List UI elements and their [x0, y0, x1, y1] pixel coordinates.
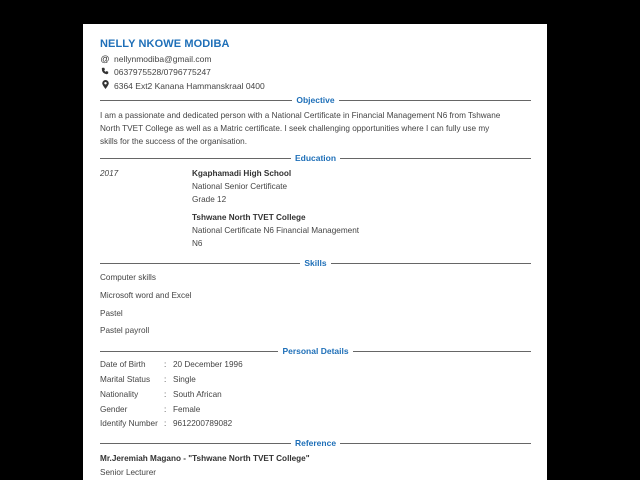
reference-title: Reference	[294, 438, 337, 448]
email-row	[100, 54, 211, 64]
detail-separator: :	[164, 375, 167, 384]
objective-line: skills for the success of the organisation.	[100, 137, 247, 146]
school-name: Kgaphamadi High School	[192, 169, 292, 178]
qualification: National Senior Certificate	[192, 182, 288, 191]
divider	[340, 158, 531, 159]
divider	[100, 100, 292, 101]
skill-item: Computer skills	[100, 273, 156, 282]
education-heading	[100, 153, 531, 163]
detail-value: South African	[173, 390, 222, 399]
skill-item: Pastel	[100, 309, 123, 318]
reference-position: Senior Lecturer	[100, 468, 156, 477]
divider	[339, 100, 531, 101]
address-row	[100, 80, 265, 91]
location-pin-icon	[100, 80, 110, 91]
detail-separator: :	[164, 419, 167, 428]
phone-row	[100, 67, 211, 77]
objective-line: I am a passionate and dedicated person with a National Certificate in Financial Management N6 from Tshwane	[100, 111, 501, 120]
address-text: 6364 Ext2 Kanana Hammanskraal 0400	[114, 80, 265, 91]
education-year: 2017	[100, 169, 119, 178]
detail-value: Female	[173, 405, 201, 414]
personal-title: Personal Details	[282, 346, 349, 356]
education-title: Education	[294, 153, 337, 163]
qualification-level: Grade 12	[192, 195, 227, 204]
detail-label: Date of Birth	[100, 360, 146, 369]
detail-label: Marital Status	[100, 375, 151, 384]
detail-separator: :	[164, 405, 167, 414]
detail-value: 20 December 1996	[173, 360, 243, 369]
email-text: nellynmodiba@gmail.com	[114, 54, 212, 64]
phone-text: 0637975528/0796775247	[114, 67, 211, 77]
resume-page	[83, 24, 547, 480]
applicant-name: NELLY NKOWE MODIBA	[100, 38, 230, 50]
detail-value: Single	[173, 375, 196, 384]
objective-title: Objective	[296, 95, 335, 105]
detail-value: 9612200789082	[173, 419, 233, 428]
qualification: National Certificate N6 Financial Management	[192, 226, 360, 235]
detail-separator: :	[164, 360, 167, 369]
detail-label: Nationality	[100, 390, 139, 399]
qualification-level: N6	[192, 239, 203, 248]
skill-item: Microsoft word and Excel	[100, 291, 192, 300]
objective-line: North TVET College as well as a Matric certificate. I seek challenging opportunities where I can fully use my	[100, 124, 490, 133]
objective-heading	[100, 95, 531, 105]
divider	[100, 351, 278, 352]
divider	[100, 443, 291, 444]
divider	[331, 263, 531, 264]
detail-label: Gender	[100, 405, 128, 414]
divider	[100, 158, 291, 159]
divider	[340, 443, 531, 444]
phone-icon	[100, 67, 110, 77]
reference-name: Mr.Jeremiah Magano - "Tshwane North TVET College"	[100, 454, 310, 463]
skills-heading	[100, 258, 531, 268]
reference-heading	[100, 438, 531, 448]
divider	[353, 351, 531, 352]
at-icon: @	[100, 54, 110, 64]
detail-label: Identify Number	[100, 419, 158, 428]
detail-separator: :	[164, 390, 167, 399]
skills-title: Skills	[304, 258, 327, 268]
skill-item: Pastel payroll	[100, 326, 150, 335]
objective-text	[100, 109, 530, 148]
personal-heading	[100, 346, 531, 356]
divider	[100, 263, 300, 264]
school-name: Tshwane North TVET College	[192, 213, 306, 222]
